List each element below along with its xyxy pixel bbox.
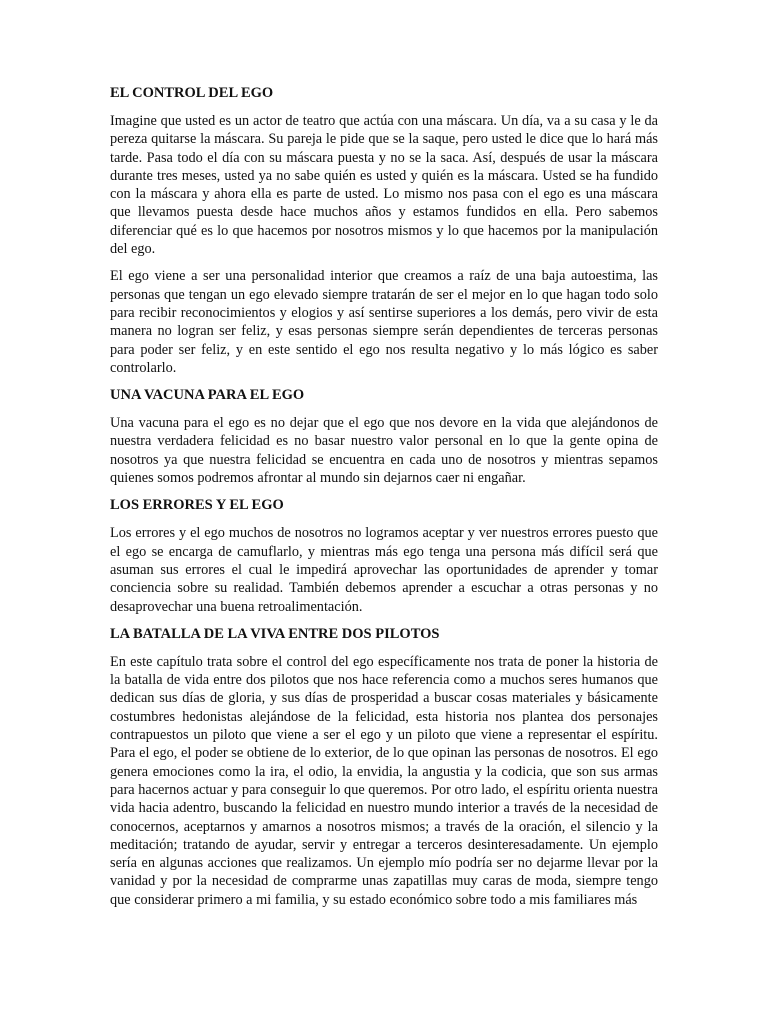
paragraph: En este capítulo trata sobre el control del ego específicamente nos trata de poner la historia de la batalla de vida entre dos pilotos que nos hace referencia como a muchos seres humanos que dedican sus días de gloria, y sus días de prosperidad a buscar cosas materiales y básicamente costumbres hedonistas alejándose de la felicidad, esta historia nos plantea dos personajes contrapuestos un piloto que viene a ser el ego y un piloto que viene a representar el espíritu. Para el ego, el poder se obtiene de lo exterior, de lo que opinan las personas de nosotros. El ego genera emociones como la ira, el odio, la envidia, la angustia y la codicia, que son sus armas para hacernos actuar y para conseguir lo que queremos. Por otro lado, el espíritu orienta nuestra vida hacia adentro, buscando la felicidad en nuestro mundo interior a través de la necesidad de conocernos, aceptarnos y amarnos a nosotros mismos; a través de la oración, el silencio y la meditación; tratando de ayudar, servir y entregar a terceros desinteresadamente. Un ejemplo sería en algunas acciones que realizamos. Un ejemplo mío podría ser no dejarme llevar por la vanidad y por la necesidad de comprarme unas zapatillas muy caras de moda, siempre tengo que considerar primero a mi familia, y su estado económico sobre todo a mis familiares más	[110, 653, 658, 908]
section-heading: LA BATALLA DE LA VIVA ENTRE DOS PILOTOS	[110, 625, 440, 642]
paragraph: El ego viene a ser una personalidad interior que creamos a raíz de una baja autoestima, las personas que tengan un ego elevado siempre tratarán de ser el mejor en lo que hagan todo solo para recibir reconocimientos y elogios y así sentirse superiores a los demás, pero vivir de esta manera no logran ser feliz, y esas personas siempre serán dependientes de terceras personas para poder ser feliz, y en este sentido el ego nos resulta negativo y lo más lógico es saber controlarlo.	[110, 268, 658, 376]
section-una-vacuna-para-el-ego	[110, 386, 658, 487]
section-el-control-del-ego	[110, 84, 658, 377]
section-heading: EL CONTROL DEL EGO	[110, 85, 274, 101]
section-heading: LOS ERRORES Y EL EGO	[110, 497, 284, 514]
section-la-batalla-de-la-viva	[110, 625, 658, 909]
document-body	[110, 84, 658, 918]
paragraph: Imagine que usted es un actor de teatro que actúa con una máscara. Un día, va a su casa y le da pereza quitarse la máscara. Su pareja le pide que se la saque, pero usted le dice que lo hará más tarde. Pasa todo el día con su máscara puesta y no se la saca. Así, después de usar la máscara durante tres meses, usted ya no sabe quién es usted y quién es la máscara. Usted se ha fundido con la máscara y ahora ella es parte de usted. Lo mismo nos pasa con el ego es una máscara que llevamos puesta desde hace muchos años y estamos fundidos en ella. Pero sabemos diferenciar qué es lo que hacemos por nosotros mismos y lo que hacemos por la manipulación del ego.	[110, 113, 658, 258]
section-heading: UNA VACUNA PARA EL EGO	[110, 387, 305, 404]
paragraph: Una vacuna para el ego es no dejar que el ego que nos devore en la vida que alejándonos de nuestra verdadera felicidad es no basar nuestro valor personal en lo que la gente opina de nosotros ya que nuestra felicidad se encuentra en cada uno de nosotros y mientras sepamos quienes somos podremos afrontar al mundo sin dejarnos caer ni engañar.	[110, 415, 658, 487]
section-los-errores-y-el-ego	[110, 496, 658, 615]
paragraph: Los errores y el ego muchos de nosotros no logramos aceptar y ver nuestros errores puesto que el ego se encarga de camuflarlo, y mientras más ego tenga una persona más difícil será que asuman sus errores el cual le impedirá aprovechar las oportunidades de aprender y tomar conciencia sobre su realidad. También debemos aprender a escuchar a otras personas y no desaprovechar una buena retroalimentación.	[110, 525, 658, 615]
